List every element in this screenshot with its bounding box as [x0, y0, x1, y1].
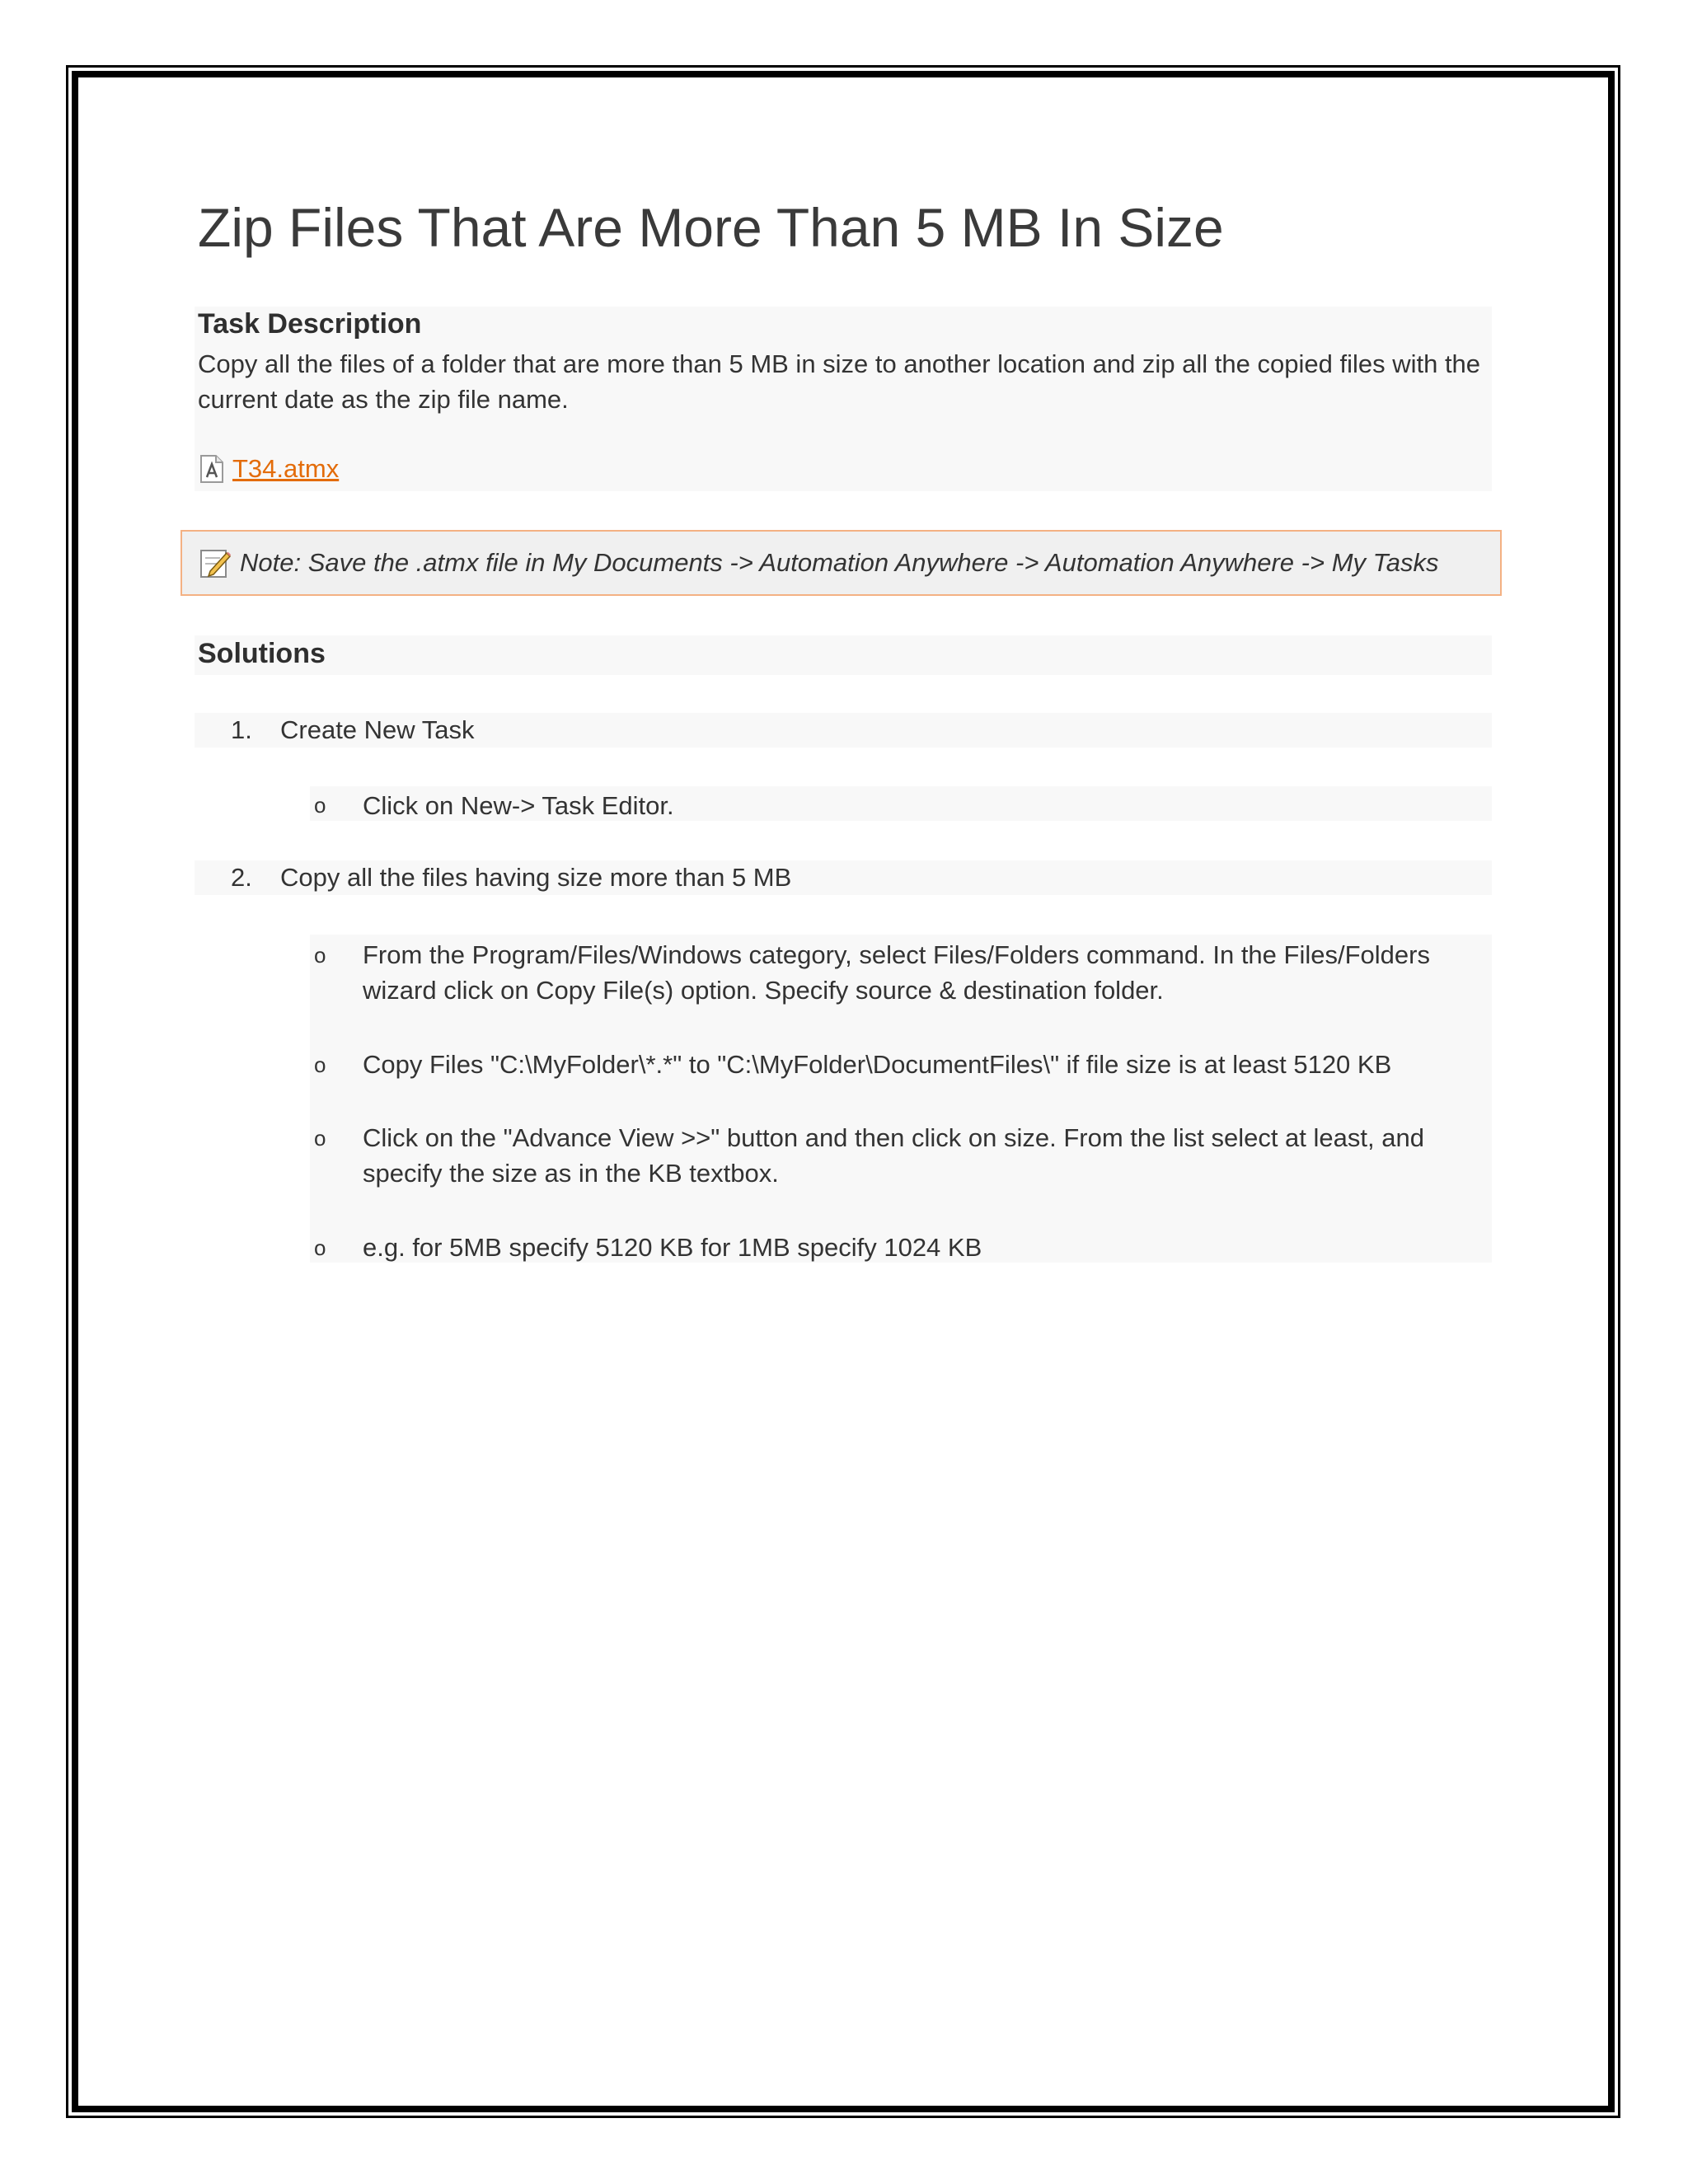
sub-step-text: From the Program/Files/Windows category, select Files/Folders command. In the Files/Folders wizard click on Copy File(s) option. Specify source & destination folder.	[363, 940, 1430, 1005]
bullet-icon: o	[314, 1126, 326, 1151]
atmx-file-icon	[198, 454, 226, 484]
attachment-link[interactable]: T34.atmx	[232, 454, 340, 483]
attachment[interactable]	[198, 454, 339, 484]
step-number: 1.	[231, 715, 252, 744]
step-label: Create New Task	[280, 715, 475, 744]
sub-step-text: e.g. for 5MB specify 5120 KB for 1MB specify 1024 KB	[363, 1233, 982, 1262]
bullet-icon: o	[314, 943, 326, 968]
note-pencil-icon	[199, 546, 232, 579]
solutions-heading: Solutions	[198, 638, 326, 669]
task-description-text: Copy all the files of a folder that are more than 5 MB in size to another location and zip all the copied files with the current date as the zip file name.	[198, 349, 1481, 414]
page-title: Zip Files That Are More Than 5 MB In Size	[198, 197, 1224, 258]
note-box	[181, 530, 1502, 596]
note-text: Note: Save the .atmx file in My Documents -> Automation Anywhere -> Automation Anywhere -> My Tasks	[240, 548, 1439, 577]
bullet-icon: o	[314, 793, 326, 818]
sub-step-text: Click on New-> Task Editor.	[363, 791, 674, 820]
solutions-panel	[195, 635, 1492, 675]
bullet-icon: o	[314, 1052, 326, 1077]
step-label: Copy all the files having size more than 5 MB	[280, 863, 792, 892]
sub-step-text: Click on the "Advance View >>" button and then click on size. From the list select at least, and specify the size as in the KB textbox.	[363, 1123, 1424, 1188]
bullet-icon: o	[314, 1235, 326, 1260]
sub-step-text: Copy Files "C:\MyFolder\*.*" to "C:\MyFolder\DocumentFiles\" if file size is at least 5120 KB	[363, 1050, 1392, 1079]
task-description-heading: Task Description	[198, 308, 422, 340]
step-number: 2.	[231, 863, 252, 892]
